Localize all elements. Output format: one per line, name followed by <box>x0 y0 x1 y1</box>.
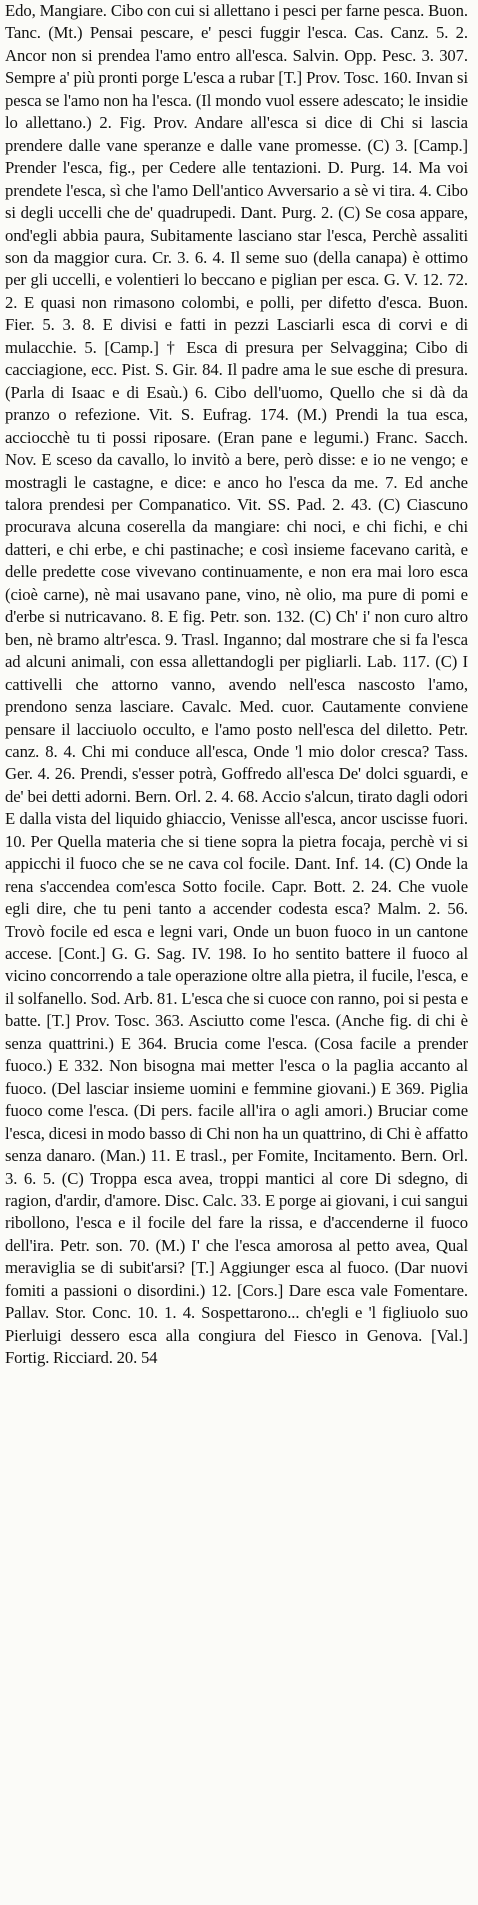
dictionary-entry-esca: Edo, Mangiare. Cibo con cui si allettano i pesci per farne pesca. Buon. Tanc. (Mt.) Pensai pescare, e' pesci fuggir l'esca. Cas. Canz. 5. 2. Ancor non si prendea l'amo entro all'esca. Salvin. Opp. Pesc. 3. 307. Sempre a' più pronti porge L'esca a rubar [T.] Prov. Tosc. 160. Invan si pesca se l'amo non ha l'esca. (Il mondo vuol essere adescato; le insidie lo allettano.) 2. Fig. Prov. Andare all'esca si dice di Chi si lascia prendere dalle vane speranze e dalle vane promesse. (C) 3. [Camp.] Prender l'esca, fig., per Cedere alle tentazioni. D. Purg. 14. Ma voi prendete l'esca, sì che l'amo Dell'antico Avversario a sè vi tira. 4. Cibo si degli uccelli che de' quadrupedi. Dant. Purg. 2. (C) Se cosa appare, ond'egli abbia paura, Subitamente lasciano star l'esca, Perchè assaliti son da maggior cura. Cr. 3. 6. 4. Il seme suo (della canapa) è ottimo per gli uccelli, e volentieri lo beccano e piglian per esca. G. V. 12. 72. 2. E quasi non rimasono colombi, e polli, per difetto d'esca. Buon. Fier. 5. 3. 8. E divisi e fatti in pezzi Lasciarli esca di corvi e di mulacchie. 5. [Camp.] † Esca di presura per Selvaggina; Cibo di cacciagione, ecc. Pist. S. Gir. 84. Il padre ama le sue esche di presura. (Parla di Isaac e di Esaù.) 6. Cibo dell'uomo, Quello che si dà da pranzo o refezione. Vit. S. Eufrag. 174. (M.) Prendi la tua esca, acciocchè tu ti possi riposare. (Eran pane e legumi.) Franc. Sacch. Nov. E sceso da cavallo, lo invitò a bere, però disse: e io ne vengo; e mostragli le castagne, e dice: e anco ho l'esca da me. 7. Ed anche talora prendesi per Companatico. Vit. SS. Pad. 2. 43. (C) Ciascuno procurava alcuna coserella da mangiare: chi noci, e chi fichi, e chi datteri, e chi erbe, e chi pastinache; e così insieme facevano carità, e delle predette cose vivevano continuamente, e non era mai loro esca (cioè carne), nè mai usavano pane, vino, nè olio, ma pure di pomi e d'erbe si nutricavano. 8. E fig. Petr. son. 132. (C) Ch' i' non curo altro ben, nè bramo altr'esca. 9. Trasl. Inganno; dal mostrare che si fa l'esca ad alcuni animali, con essa allettandogli per pigliarli. Lab. 117. (C) I cattivelli che attorno vanno, avendo nell'esca nascosto l'amo, prendono senza lasciare. Cavalc. Med. cuor. Cautamente conviene pensare il lacciuolo occulto, e l'amo posto nell'esca del diletto. Petr. canz. 8. 4. Chi mi conduce all'esca, Onde 'l mio dolor cresca? Tass. Ger. 4. 26. Prendi, s'esser potrà, Goffredo all'esca De' dolci sguardi, e de' bei detti adorni. Bern. Orl. 2. 4. 68. Accio s'alcun, tirato dagli odori E dalla vista del liquido ghiaccio, Venisse all'esca, ancor uscisse fuori. 10. Per Quella materia che si tiene sopra la pietra focaja, perchè vi si appicchi il fuoco che se ne cava col focile. Dant. Inf. 14. (C) Onde la rena s'accendea com'esca Sotto focile. Capr. Bott. 2. 24. Che vuole egli dire, che tu peni tanto a accender codesta esca? Malm. 2. 56. Trovò focile ed esca e legni vari, Onde un buon fuoco in un cantone accese. [Cont.] G. G. Sag. IV. 198. Io ho sentito battere il fuoco al vicino concorrendo a tale operazione oltre alla pietra, il fucile, l'esca, e il solfanello. Sod. Arb. 81. L'esca che si cuoce con ranno, poi si pesta e batte. [T.] Prov. Tosc. 363. Asciutto come l'esca. (Anche fig. di chi è senza quattrini.) E 364. Brucia come l'esca. (Cosa facile a prender fuoco.) E 332. Non bisogna mai metter l'esca o la paglia accanto al fuoco. (Del lasciar insieme uomini e femmine giovani.) E 369. Piglia fuoco come l'esca. (Di pers. facile all'ira o agli amori.) Bruciar come l'esca, dicesi in modo basso di Chi non ha un quattrino, di Chi è affatto senza danaro. (Man.) 11. E trasl., per Fomite, Incitamento. Bern. Orl. 3. 6. 5. (C) Troppa esca avea, troppi mantici al core Di sdegno, di ragion, d'ardir, d'amore. Disc. Calc. 33. E porge ai giovani, i cui sangui ribollono, l'esca e il focile del fare la rissa, e d'accenderne il fuoco dell'ira. Petr. son. 70. (M.) I' che l'esca amorosa al petto avea, Qual meraviglia se di subit'arsi? [T.] Aggiunger esca al fuoco. (Dar nuovi fomiti a passioni o disordini.) 12. [Cors.] Dare esca vale Fomentare. Pallav. Stor. Conc. 10. 1. 4. Sospettarono... ch'egli e 'l figliuolo suo Pierluigi dessero esca alla congiura del Fiesco in Genova. [Val.] Fortig. Ricciard. 20. 54 <box>5 1 468 1368</box>
